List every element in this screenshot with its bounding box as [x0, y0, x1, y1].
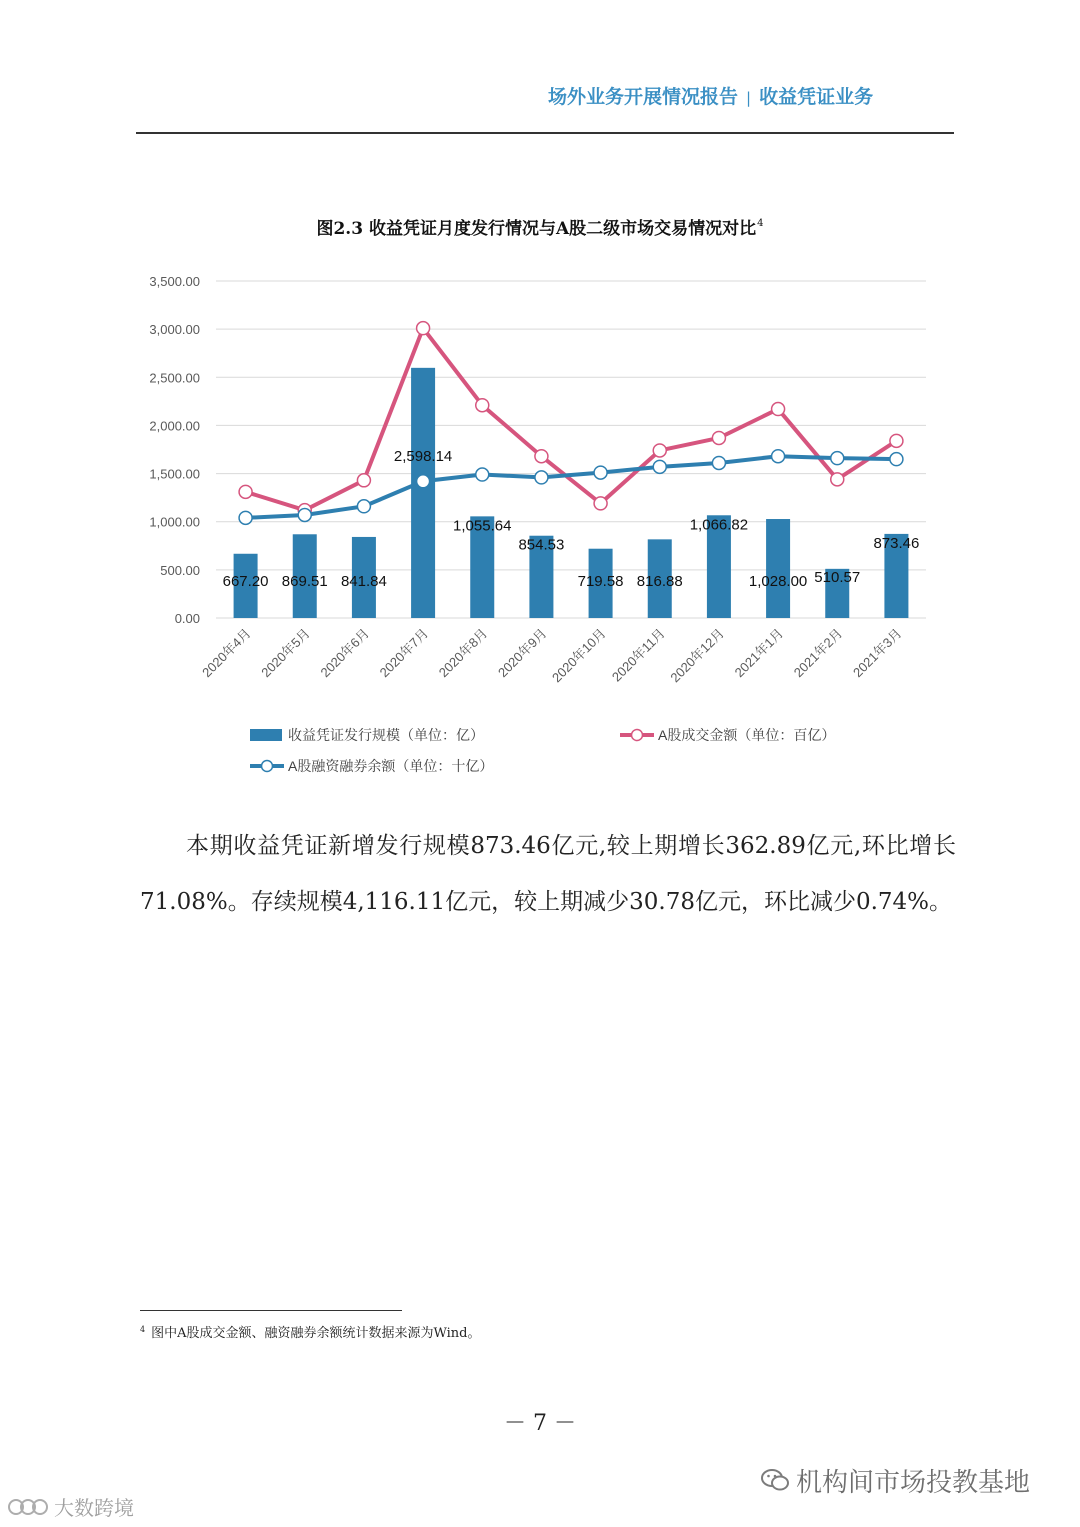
bar-data-label: 1,066.82: [689, 516, 749, 534]
bar-data-label: 873.46: [873, 534, 920, 552]
legend-label: A股融资融券余额（单位：十亿）: [288, 758, 494, 774]
margin-balance-point: [653, 460, 666, 473]
bar-data-label: 869.51: [281, 573, 328, 590]
y-tick-label: 3,500.00: [149, 274, 200, 289]
margin-balance-point: [535, 471, 548, 484]
x-tick-label: 2020年9月: [494, 625, 550, 681]
watermark-wechat: [760, 1462, 1030, 1500]
bar-data-label: 816.88: [636, 573, 683, 590]
turnover-point: [831, 473, 844, 486]
bar-data-label: 2,598.14: [393, 447, 453, 465]
x-tick-label: 2020年12月: [667, 625, 728, 686]
bar: [411, 368, 435, 618]
x-tick-label: 2021年3月: [849, 625, 905, 681]
margin-balance-point: [712, 456, 725, 469]
legend-label: 收益凭证发行规模（单位：亿）: [288, 727, 484, 743]
bar-data-label: 510.57: [814, 569, 861, 586]
combo-chart: [0, 250, 1080, 790]
x-tick-label: 2020年7月: [376, 625, 432, 681]
bar: [766, 519, 790, 618]
watermark-right-text: 机构间市场投教基地: [796, 1468, 1031, 1498]
footnote-text: 图中A股成交金额、融资融券余额统计数据来源为Wind。: [151, 1326, 481, 1341]
margin-balance-point: [357, 500, 370, 513]
bar-data-label: 1,055.64: [453, 517, 512, 535]
watermark-brand: [8, 1492, 134, 1523]
turnover-line: [246, 328, 897, 510]
footnote-marker: 4: [140, 1325, 146, 1334]
brand-logo-icon: [8, 1496, 48, 1523]
x-tick-label: 2020年10月: [549, 625, 609, 686]
turnover-point: [357, 474, 370, 487]
body-paragraph: 本期收益凭证新增发行规模873.46亿元,较上期增长362.89亿元,环比增长71.08%。存续规模4,116.11亿元，较上期减少30.78亿元，环比减少0.74%。: [140, 833, 956, 915]
margin-balance-point: [772, 450, 785, 463]
turnover-point: [594, 497, 607, 510]
margin-balance-point: [594, 466, 607, 479]
legend-swatch: [250, 729, 282, 741]
figure-footnote-ref: 4: [757, 218, 764, 229]
wechat-icon: [760, 1467, 790, 1500]
legend-marker: [262, 761, 273, 772]
legend-label: A股成交金额（单位：百亿）: [658, 727, 836, 743]
page-number: － 7 －: [504, 1411, 576, 1436]
y-tick-label: 1,500.00: [149, 466, 200, 482]
legend-marker: [632, 730, 643, 741]
turnover-point: [417, 322, 430, 335]
x-tick-label: 2020年4月: [199, 625, 254, 681]
y-tick-label: 2,000.00: [149, 418, 200, 434]
x-tick-label: 2021年2月: [790, 625, 846, 681]
y-tick-label: 0.00: [174, 611, 200, 626]
margin-balance-point: [476, 468, 489, 481]
margin-balance-line: [246, 456, 897, 518]
header-rule: [136, 132, 954, 134]
margin-balance-point: [890, 453, 903, 466]
margin-balance-point: [298, 508, 311, 521]
turnover-point: [653, 444, 666, 457]
running-header: [548, 82, 873, 109]
turnover-point: [535, 450, 548, 463]
x-tick-label: 2020年6月: [317, 625, 373, 681]
bar-data-label: 667.20: [222, 573, 269, 590]
turnover-point: [890, 434, 903, 447]
header-separator: |: [746, 89, 752, 107]
y-tick-label: 1,000.00: [149, 514, 200, 530]
bar-data-label: 719.58: [577, 573, 624, 590]
margin-balance-point: [417, 475, 430, 488]
margin-balance-point: [831, 452, 844, 465]
x-tick-label: 2020年8月: [435, 625, 491, 681]
header-report-title: 场外业务开展情况报告: [548, 86, 739, 108]
bar-data-label: 1,028.00: [748, 573, 808, 590]
y-tick-label: 2,500.00: [149, 370, 200, 386]
y-tick-label: 500.00: [160, 562, 200, 578]
margin-balance-point: [239, 511, 252, 524]
turnover-point: [772, 403, 785, 416]
header-section-title: 收益凭证业务: [759, 86, 874, 108]
y-tick-label: 3,000.00: [149, 322, 200, 338]
turnover-point: [712, 431, 725, 444]
watermark-left-text: 大数跨境: [54, 1496, 134, 1520]
x-tick-label: 2020年5月: [258, 625, 313, 681]
x-tick-label: 2021年1月: [731, 625, 787, 681]
turnover-point: [239, 485, 252, 498]
figure-title: [0, 214, 1080, 239]
bar-data-label: 841.84: [340, 573, 387, 590]
footnote: [140, 1322, 480, 1341]
footnote-rule: [140, 1310, 402, 1311]
x-tick-label: 2020年11月: [608, 625, 668, 685]
figure-title-text: 图2.3 收益凭证月度发行情况与A股二级市场交易情况对比: [316, 219, 757, 239]
bar-data-label: 854.53: [518, 536, 565, 554]
turnover-point: [476, 399, 489, 412]
